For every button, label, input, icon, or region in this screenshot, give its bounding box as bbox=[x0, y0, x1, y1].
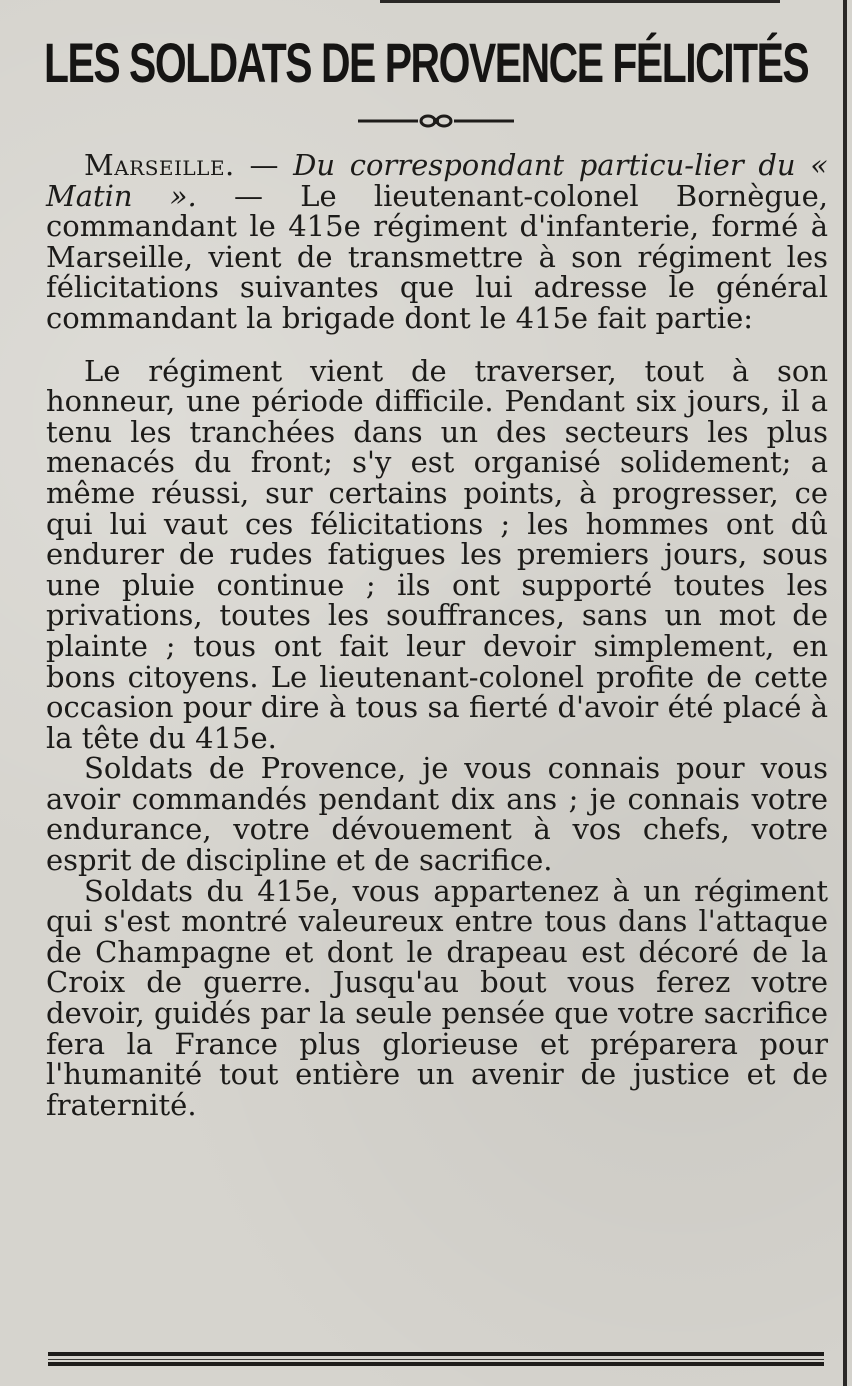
paragraph: Soldats de Provence, je vous connais pour vous avoir commandés pendant dix ans ; je connais votre endurance, votre dévouement à vos chefs, votre esprit de discipline et de sacrifice. bbox=[46, 751, 828, 878]
intro-text: Le lieutenant-colonel Bornègue, commandant le 415e régiment d'infanterie, formé à Marseille, vient de transmettre à son régiment les félicitations suivantes que lui adresse le général commandant la brigade dont le 415e fait partie: bbox=[46, 178, 828, 335]
article-body bbox=[46, 150, 828, 1120]
dateline-separator: — bbox=[234, 148, 294, 182]
column-rule bbox=[843, 0, 847, 1386]
paragraph: Le régiment vient de traverser, tout à son honneur, une période difficile. Pendant six jours, il a tenu les tranchées dans un des secteurs les plus menacés du front; s'y est organisé solidement; a même réussi, sur certains points, à progresser, ce qui lui vaut ces félicitations ; les hommes ont dû endurer de rudes fatigues les premiers jours, sous une pluie continue ; ils ont supporté toutes les privations, toutes les souffrances, sans un mot de plainte ; tous ont fait leur devoir simplement, en bons citoyens. Le lieutenant-colonel profite de cette occasion pour dire à tous sa fierté d'avoir été placé à la tête du 415e. bbox=[46, 353, 828, 755]
byline-separator: — bbox=[196, 178, 301, 213]
bottom-rule bbox=[48, 1352, 824, 1366]
top-rule bbox=[380, 0, 780, 3]
headline: LES SOLDATS DE PROVENCE FÉLICITÉS bbox=[44, 31, 809, 94]
intro-paragraph bbox=[46, 150, 828, 334]
paragraph: Soldats du 415e, vous appartenez à un régiment qui s'est montré valeureux entre tous dans l'attaque de Champagne et dont le drapeau est décoré de la Croix de guerre. Jusqu'au bout vous ferez votre devoir, guidés par la seule pensée que votre sacrifice fera la France plus glorieuse et préparera pour l'humanité tout entière un avenir de justice et de fraternité. bbox=[46, 873, 828, 1122]
byline: Du correspondant particu-lier du « Matin ». bbox=[46, 148, 828, 213]
dateline: Marseille. bbox=[84, 148, 235, 182]
ornament-divider bbox=[356, 109, 516, 133]
